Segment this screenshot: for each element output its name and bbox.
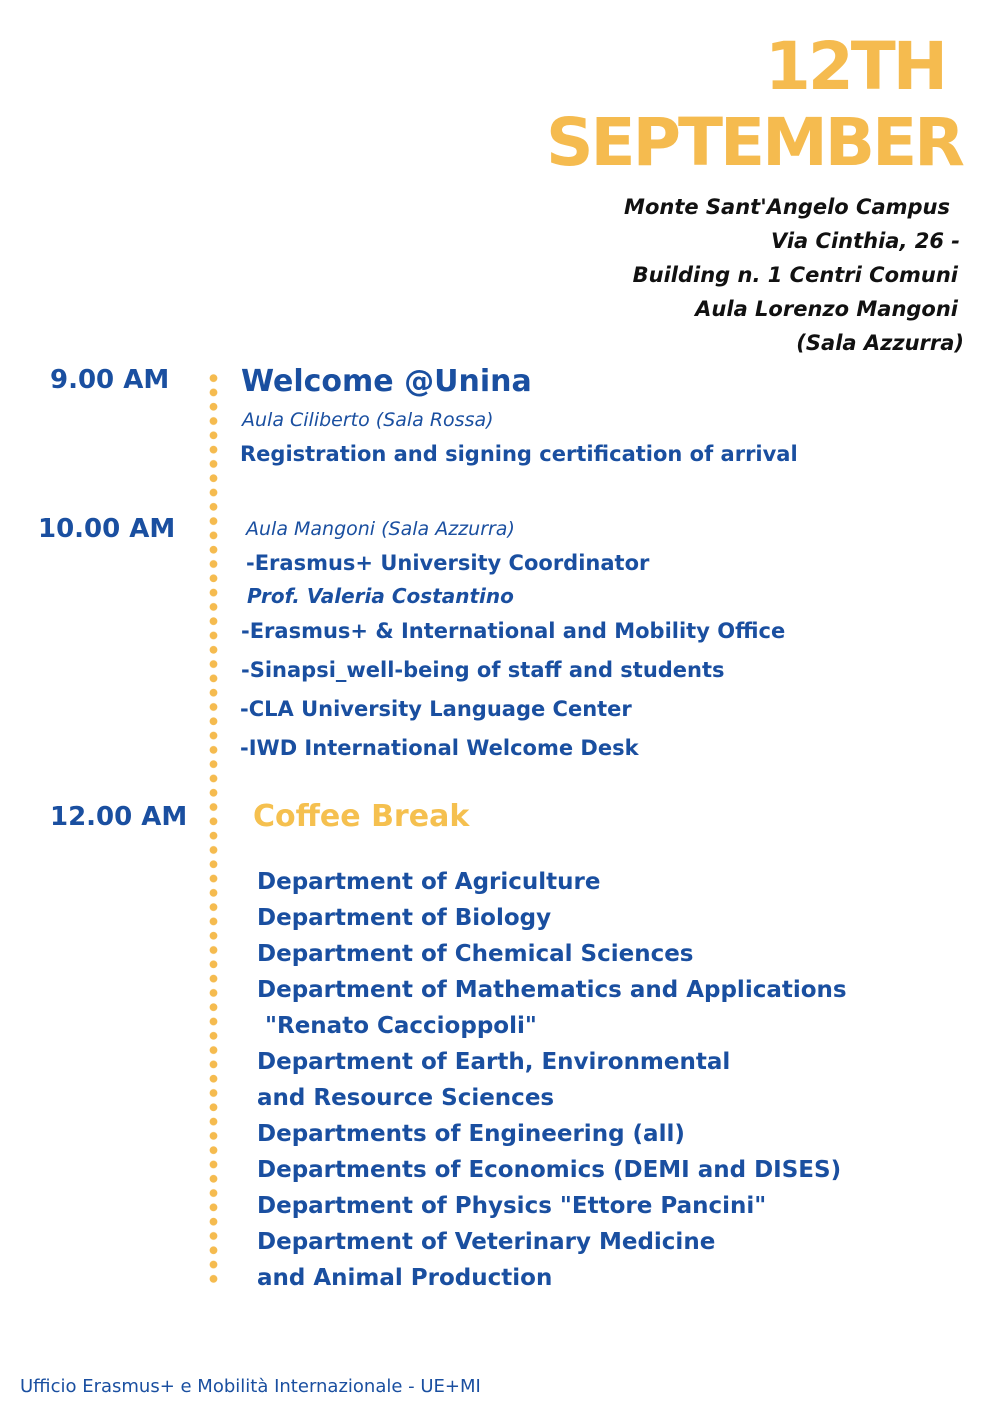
slot-2-item-sinapsi: -Sinapsi_well-being of staff and students — [241, 658, 725, 682]
venue-room-alias: (Sala Azzurra) — [796, 331, 964, 355]
date-day: 12TH — [764, 28, 945, 105]
slot-2-item-coordinator: -Erasmus+ University Coordinator — [246, 551, 650, 575]
department-item: Department of Biology — [257, 905, 552, 931]
slot-2-item-cla: -CLA University Language Center — [240, 697, 632, 721]
department-item: Department of Earth, Environmental — [257, 1049, 731, 1075]
department-item: Departments of Economics (DEMI and DISES) — [257, 1157, 842, 1183]
slot-2-item-professor: Prof. Valeria Costantino — [247, 584, 514, 608]
department-item: Department of Physics "Ettore Pancini" — [257, 1193, 767, 1219]
slot-2-room: Aula Mangoni (Sala Azzurra) — [246, 518, 515, 540]
coffee-break-heading: Coffee Break — [253, 799, 470, 834]
slot-1-room: Aula Ciliberto (Sala Rossa) — [242, 409, 494, 431]
venue-campus: Monte Sant'Angelo Campus — [624, 195, 950, 219]
timeline-dotted-line — [209, 371, 218, 1288]
department-item: and Animal Production — [257, 1265, 553, 1291]
venue-address: Via Cinthia, 26 - — [770, 229, 960, 253]
date-month: SEPTEMBER — [546, 104, 962, 181]
welcome-heading: Welcome @Unina — [241, 364, 532, 399]
department-item: Department of Chemical Sciences — [257, 941, 694, 967]
slot-2-item-iwd: -IWD International Welcome Desk — [240, 736, 639, 760]
department-item: "Renato Caccioppoli" — [257, 1013, 537, 1039]
department-item: and Resource Sciences — [257, 1085, 555, 1111]
venue-building: Building n. 1 Centri Comuni — [632, 263, 958, 287]
slot-1-description: Registration and signing certification of arrival — [240, 442, 798, 466]
department-item: Department of Mathematics and Applications — [257, 977, 847, 1003]
time-slot-3: 12.00 AM — [50, 802, 188, 832]
time-slot-1: 9.00 AM — [50, 365, 170, 395]
venue-room: Aula Lorenzo Mangoni — [695, 297, 958, 321]
department-item: Department of Veterinary Medicine — [257, 1229, 716, 1255]
slot-2-item-mobility-office: -Erasmus+ & International and Mobility Office — [241, 619, 786, 643]
department-item: Departments of Engineering (all) — [257, 1121, 685, 1147]
time-slot-2: 10.00 AM — [38, 514, 176, 544]
department-item: Department of Agriculture — [257, 869, 601, 895]
footer-office-name: Ufficio Erasmus+ e Mobilità Internazionale - UE+MI — [20, 1376, 481, 1397]
